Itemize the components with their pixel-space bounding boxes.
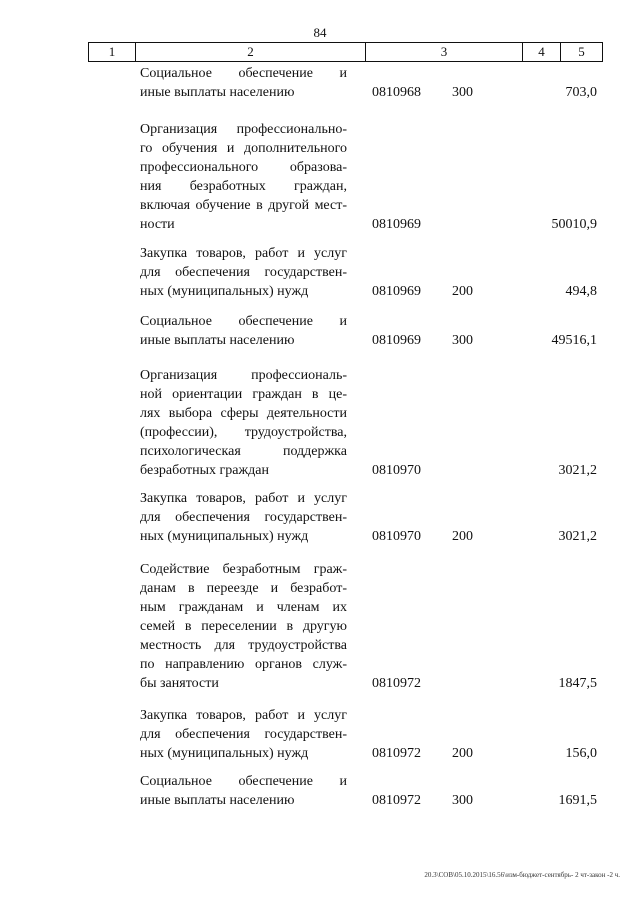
description-line: по направлению органов служ-	[140, 657, 347, 672]
description-line: ния безработных граждан,	[140, 179, 347, 194]
description-line: психологическая поддержка	[140, 444, 347, 459]
table-row	[0, 772, 640, 810]
description-line: ности	[140, 217, 175, 232]
description-line: иные выплаты населению	[140, 793, 295, 808]
row-amount: 3021,2	[558, 463, 597, 478]
row-expense-type: 300	[452, 85, 473, 100]
row-code: 0810969	[372, 217, 421, 232]
row-amount: 1691,5	[558, 793, 597, 808]
description-line: семей в переселении в другую	[140, 619, 347, 634]
row-amount: 49516,1	[551, 333, 597, 348]
description-line: ным гражданам и членам их	[140, 600, 347, 615]
description-line: ных (муниципальных) нужд	[140, 529, 309, 544]
description-line: безработных граждан	[140, 463, 269, 478]
description-line: для обеспечения государствен-	[140, 510, 347, 525]
row-description	[140, 312, 347, 350]
description-line: Содействие безработным граж-	[140, 562, 347, 577]
table-row	[0, 312, 640, 350]
description-line: Социальное обеспечение и	[140, 774, 347, 789]
footer-path: 20.3\СОВ\05.10.2015\16.56\изм-бюджет-сентябрь- 2 чт-закон -2 ч.	[424, 871, 620, 879]
description-line: данам в переезде и безработ-	[140, 581, 347, 596]
description-line: ной ориентации граждан в це-	[140, 387, 347, 402]
description-line: иные выплаты населению	[140, 85, 295, 100]
row-amount: 1847,5	[558, 676, 597, 691]
row-expense-type: 200	[452, 529, 473, 544]
description-line: лях выбора сферы деятельности	[140, 406, 347, 421]
table-row	[0, 366, 640, 480]
description-line: профессионального образова-	[140, 160, 347, 175]
table-row	[0, 120, 640, 234]
description-line: для обеспечения государствен-	[140, 265, 347, 280]
description-line: (профессии), трудоустройства,	[140, 425, 347, 440]
description-line: Закупка товаров, работ и услуг	[140, 246, 347, 261]
header-col-2: 2	[136, 43, 366, 61]
row-description	[140, 489, 347, 546]
description-line: Закупка товаров, работ и услуг	[140, 491, 347, 506]
row-expense-type: 200	[452, 746, 473, 761]
row-description	[140, 772, 347, 810]
table-row	[0, 244, 640, 301]
header-col-3: 3	[366, 43, 523, 61]
row-amount: 3021,2	[558, 529, 597, 544]
description-line: Организация профессионально-	[140, 122, 347, 137]
header-col-1: 1	[89, 43, 136, 61]
row-amount: 156,0	[565, 746, 597, 761]
row-description	[140, 244, 347, 301]
table-row	[0, 706, 640, 763]
row-code: 0810969	[372, 284, 421, 299]
header-col-4: 4	[523, 43, 561, 61]
table-row	[0, 489, 640, 546]
description-line: Закупка товаров, работ и услуг	[140, 708, 347, 723]
row-expense-type: 300	[452, 333, 473, 348]
table-row	[0, 64, 640, 102]
description-line: включая обучение в другой мест-	[140, 198, 347, 213]
description-line: го обучения и дополнительного	[140, 141, 347, 156]
row-code: 0810970	[372, 529, 421, 544]
row-description	[140, 706, 347, 763]
row-description	[140, 366, 347, 480]
description-line: иные выплаты населению	[140, 333, 295, 348]
table-row	[0, 560, 640, 693]
row-code: 0810969	[372, 333, 421, 348]
row-amount: 494,8	[565, 284, 597, 299]
description-line: бы занятости	[140, 676, 219, 691]
page-number: 84	[313, 25, 327, 40]
table-header-row	[88, 42, 603, 62]
description-line: ных (муниципальных) нужд	[140, 746, 309, 761]
row-code: 0810972	[372, 746, 421, 761]
row-amount: 703,0	[565, 85, 597, 100]
header-col-5: 5	[578, 44, 585, 59]
description-line: Социальное обеспечение и	[140, 66, 347, 81]
row-code: 0810972	[372, 793, 421, 808]
row-description	[140, 120, 347, 234]
row-description	[140, 560, 347, 693]
description-line: для обеспечения государствен-	[140, 727, 347, 742]
row-description	[140, 64, 347, 102]
description-line: ных (муниципальных) нужд	[140, 284, 309, 299]
description-line: Социальное обеспечение и	[140, 314, 347, 329]
row-code: 0810972	[372, 676, 421, 691]
row-amount: 50010,9	[551, 217, 597, 232]
row-code: 0810970	[372, 463, 421, 478]
row-code: 0810968	[372, 85, 421, 100]
row-expense-type: 200	[452, 284, 473, 299]
description-line: местность для трудоустройства	[140, 638, 347, 653]
description-line: Организация профессиональ-	[140, 368, 347, 383]
row-expense-type: 300	[452, 793, 473, 808]
